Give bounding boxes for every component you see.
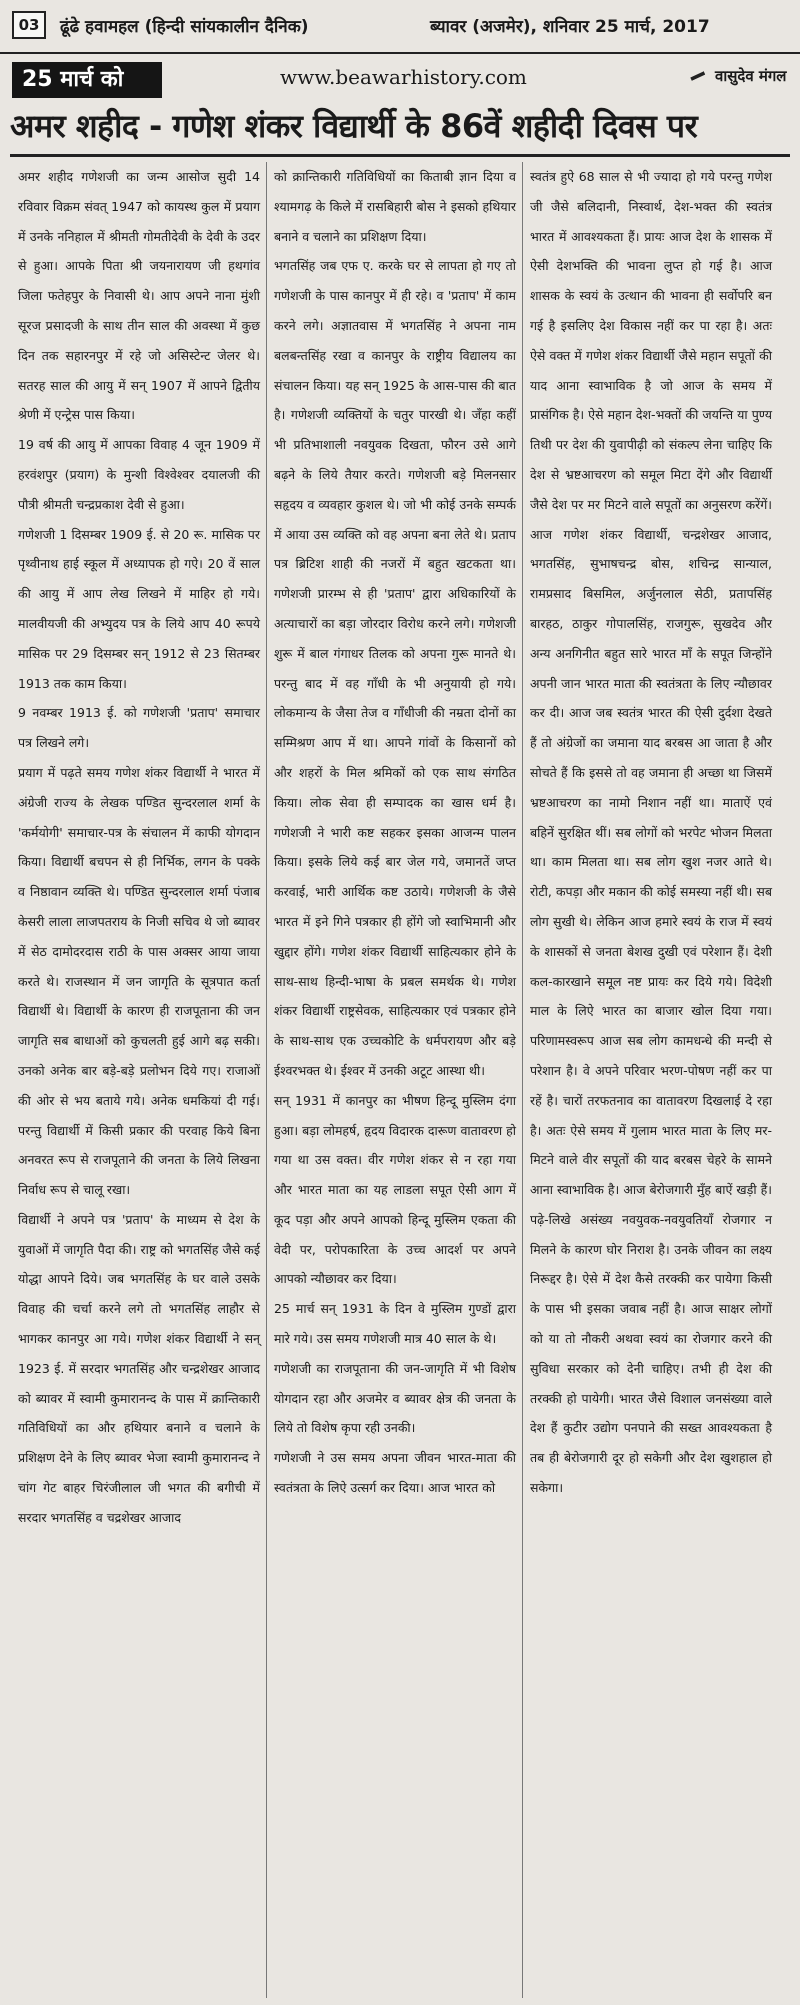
- headline-rule: [10, 154, 790, 157]
- paragraph: 19 वर्ष की आयु में आपका विवाह 4 जून 1909 में हरवंशपुर (प्रयाग) के मुन्शी विश्वेश्वर दयालजी की पौत्री श्रीमती चन्द्रप्रकाश देवी से हुआ।: [18, 437, 260, 512]
- paragraph: सन् 1931 में कानपुर का भीषण हिन्दू मुस्लिम दंगा हुआ। बड़ा लोमहर्ष, हृदय विदारक दारूण वातावरण हो गया था उस वक्त। वीर गणेश शंकर से न रहा गया और भारत माता का यह लाडला सपूत ऐसी आग में कूद पड़ा और अपने आपको हिन्दू मुस्लिम एकता की वेदी पर, परोपकारिता के उच्च आदर्श पर अपने आपको न्यौछावर कर दिया।: [274, 1092, 516, 1287]
- article-headline: अमर शहीद - गणेश शंकर विद्यार्थी के 86वें शहीदी दिवस पर: [10, 107, 698, 145]
- paragraph: प्रयाग में पढ़ते समय गणेश शंकर विद्यार्थी ने भारत में अंग्रेजी राज्य के लेखक पण्डित सुन्दरलाल शर्मा के 'कर्मयोगी' समाचार-पत्र के संचालन में काफी योगदान किया। विद्यार्थी बचपन से ही निर्भिक, लगन के पक्के व निष्ठावान व्यक्ति थे। पण्डित सुन्दरलाल शर्मा पंजाब केसरी लाला लाजपतराय के निजी सचिव थे जो ब्यावर में सेठ दामोदरदास राठी के पास अक्सर आया जाया करते थे। राजस्थान में जन जागृति के सूत्रपात कर्ता विद्यार्थी थे। विद्यार्थी के कारण ही राजपूताना की जन जागृति सब बाधाओं को कुचलती हुई आगे बढ़ सकी। उनको अनेक बार बड़े-बड़े प्रलोभन दिये गए। राजाओं की ओर से भय बताये गये। अनेक धमकियां दी गई। परन्तु विद्यार्थी में किसी प्रकार की परवाह किये बिना अनवरत रूप से राजपूताने की जनता के लिये लिखना निर्वाध रूप से चालू रखा।: [18, 764, 260, 1198]
- paragraph: को क्रान्तिकारी गतिविधियों का किताबी ज्ञान दिया व श्यामगढ़ के किले में रासबिहारी बोस ने इसको हथियार बनाने व चलाने का प्रशिक्षण दिया।: [274, 169, 516, 244]
- paragraph: भगतसिंह जब एफ ए. करके घर से लापता हो गए तो गणेशजी के पास कानपुर में ही रहे। व 'प्रताप' में काम करने लगे। अज्ञातवास में भगतसिंह ने अपना नाम बलबन्तसिंह रखा व कानपुर के राष्ट्रीय विद्यालय का संचालन किया। यह सन् 1925 के आस-पास की बात है। गणेशजी व्यक्तियों के चतुर पारखी थे। जँहा कहीं भी प्रतिभाशाली नवयुवक दिखता, फौरन उसे आगे बढ़ने के लिये तैयार करते। गणेशजी बड़े मिलनसार सहृदय व व्यवहार कुशल थे। जो भी कोई उनके सम्पर्क में आया उस व्यक्ति को वह अपना बना लेते थे। प्रताप पत्र ब्रिटिश शाही की नजरों में बहुत खटकता था। गणेशजी प्रारम्भ से ही 'प्रताप' द्वारा अधिकारियों के अत्याचारों का बड़ा जोरदार विरोध करने लगे। गणेशजी शुरू में बाल गंगाधर तिलक को अपना गुरू मानते थे। परन्तु बाद में वह गाँधी के भी अनुयायी हो गये। लोकमान्य के जैसा तेज व गाँधीजी की नम्रता दोनों का सम्मिश्रण आप में था। आपने गांवों के किसानों को और शहरों के मिल श्रमिकों को एक साथ संगठित किया। लोक सेवा ही सम्पादक का खास धर्म है। गणेशजी ने भारी कष्ट सहकर इसका आजन्म पालन किया। इसके लिये कई बार जेल गये, जमानतें जप्त करवाई, भारी आर्थिक कष्ट उठाये। गणेशजी के जैसे भारत में इने गिने पत्रकार ही होंगे जो स्वाभिमानी और खुद्दार होंगे। गणेश शंकर विद्यार्थी साहित्यकार होने के साथ-साथ हिन्दी-भाषा के प्रबल समर्थक थे। गणेश शंकर विद्यार्थी राष्ट्रसेवक, साहित्यकार एवं पत्रकार होने के साथ-साथ एक उच्चकोटि के धर्मपरायण और बड़े ईश्वरभक्त थे। ईश्वर में उनकी अटूट आस्था थी।: [274, 258, 516, 1078]
- website-url: www.beawarhistory.com: [280, 65, 527, 89]
- paragraph: स्वतंत्र हुऐ 68 साल से भी ज्यादा हो गये परन्तु गणेश जी जैसे बलिदानी, निस्वार्थ, देश-भक्त की स्वतंत्र भारत में आवश्यकता हैं। प्रायः आज देश के शासक में ऐसी देशभक्ति की भावना लुप्त हो गई है। आज शासक के स्वयं के उत्थान की भावना ही सर्वोपरि बन गई है इसलिए देश विकास नहीं कर पा रहा है। अतः ऐसे वक्त में गणेश शंकर विद्यार्थी जैसे महान सपूतों की याद आना स्वाभाविक है जो आज के समय में प्रासंगिक है। ऐसे महान देश-भक्तों की जयन्ति या पुण्य तिथी पर देश की युवापीढ़ी को संकल्प लेना चाहिए कि देश से भ्रष्टआचरण को समूल मिटा देंगे और विद्यार्थी जैसे देश पर मर मिटने वाले सपूतों का अनुसरण करेंगें। आज गणेश शंकर विद्यार्थी, चन्द्रशेखर आजाद, भगतसिंह, सुभाषचन्द्र बोस, शचिन्द्र सान्याल, रामप्रसाद बिसमिल, अर्जुनलाल सेठी, प्रतापसिंह बारहठ, ठाकुर गोपालसिंह, राजगुरू, सुखदेव और अन्य अनगिनीत बहुत सारे भारत माँ के सपूत जिन्होंने अपनी जान भारत माता की स्वतंत्रता के लिए न्यौछावर कर दी। आज जब स्वतंत्र भारत की ऐसी दुर्दशा देखते हैं तो अंग्रेजों का जमाना याद बरबस आ जाता है और सोचते हैं कि इससे तो वह जमाना ही अच्छा था जिसमें भ्रष्टआचरण का नामो निशान नहीं था। माताऐं एवं बहिनें सुरक्षित थीं। सब लोगों को भरपेट भोजन मिलता था। काम मिलता था। सब लोग खुश नजर आते थे। रोटी, कपड़ा और मकान की कोई समस्या नहीं थी। सब लोग सुखी थे। लेकिन आज हमारे स्वयं के राज में स्वयं के शासकों से जनता बेशख दुखी एवं परेशान हैं। देशी कल-कारखाने समूल नष्ट प्रायः कर दिये गये। विदेशी माल के लिऐ भारत का बाजार खोल दिया गया। परिणामस्वरूप आज सब लोग कामधन्धे की मन्दी से परेशान है। वे अपने परिवार भरण-पोषण नहीं कर पा रहें है। चारों तरफतनाव का वातावरण दिखलाई दे रहा है। अतः ऐसे समय में गुलाम भारत माता के लिए मर-मिटने वाले वीर सपूतों की याद बरबस चेहरे के सामने आना स्वाभाविक है। आज बेरोजगारी मुँह बाऐं खड़ी हैं। पढ़े-लिखे असंख्य नवयुवक-नवयुवतियाँ रोजगार न मिलने के कारण घोर निराश है। उनके जीवन का लक्ष्य निरूद्दर है। ऐसे में देश कैसे तरक्की कर पायेगा किसी के पास भी इसका जवाब नहीं है। आज साक्षर लोगों को या तो नौकरी अथवा स्वयं का रोजगार करने की सुविधा सरकार को देनी चाहिए। तभी ही देश की तरक्की हो पायेगी। भारत जैसे विशाल जनसंख्या वाले देश हैं कुटीर उद्योग पनपाने की सख्त आवश्यकता है तब ही बेरोजगारी दूर हो सकेगी और देश खुशहाल हो सकेगा।: [530, 169, 772, 1496]
- article-column-2: [274, 162, 516, 2000]
- author-name: वासुदेव मंगल: [715, 67, 787, 85]
- page-number: 03: [12, 11, 46, 39]
- author-byline: [690, 66, 786, 86]
- pen-icon: [688, 65, 711, 84]
- masthead: [0, 0, 800, 54]
- paragraph: गणेशजी ने उस समय अपना जीवन भारत-माता की स्वतंत्रता के लिऐ उत्सर्ग कर दिया। आज भारत को: [274, 1450, 516, 1496]
- paragraph: 9 नवम्बर 1913 ई. को गणेशजी 'प्रताप' समाचार पत्र लिखने लगे।: [18, 705, 260, 751]
- paragraph: अमर शहीद गणेशजी का जन्म आसोज सुदी 14 रविवार विक्रम संवत् 1947 को कायस्थ कुल में प्रयाग में उनके ननिहाल में श्रीमती गोमतीदेवी के देवी के उदर से हुआ। आपके पिता श्री जयनारायण जी हथगांव जिला फतेहपुर के निवासी थे। आप अपने नाना मुंशी सूरज प्रसादजी के साथ तीन साल की अवस्था में कुछ दिन तक सहारनपुर में रहे जो असिस्टेन्ट जेलर थे। सतरह साल की आयु में सन् 1907 में आपने द्वितीय श्रेणी में एन्ट्रेस पास किया।: [18, 169, 260, 423]
- column-divider: [266, 162, 267, 1998]
- column-divider: [522, 162, 523, 1998]
- dateline: ब्यावर (अजमेर), शनिवार 25 मार्च, 2017: [430, 17, 710, 37]
- paragraph: 25 मार्च सन् 1931 के दिन वे मुस्लिम गुण्डों द्वारा मारे गये। उस समय गणेशजी मात्र 40 साल के थे।: [274, 1301, 516, 1347]
- newspaper-name: ढूंढे हवामहल (हिन्दी सांयकालीन दैनिक): [60, 17, 309, 37]
- paragraph: गणेशजी का राजपूताना की जन-जागृति में भी विशेष योगदान रहा और अजमेर व ब्यावर क्षेत्र की जनता के लिये तो विशेष कृपा रही उनकी।: [274, 1360, 516, 1436]
- paragraph: विद्यार्थी ने अपने पत्र 'प्रताप' के माध्यम से देश के युवाओं में जागृति पैदा की। राष्ट्र को भगतसिंह जैसे कई योद्धा आपने दिये। जब भगतसिंह के घर वाले उसके विवाह की चर्चा करने लगे तो भगतसिंह लाहौर से भागकर कानपुर आ गये। गणेश शंकर विद्यार्थी ने सन् 1923 ई. में सरदार भगतसिंह और चन्द्रशेखर आजाद को ब्यावर में स्वामी कुमारानन्द के पास में क्रान्तिकारी गतिविधियों का और हथियार बनाने व चलाने के प्रशिक्षण देने के लिए ब्यावर भेजा स्वामी कुमारानन्द ने चांग गेट बाहर चिरंजीलाल जी भगत की बगीची में सरदार भगतसिंह व चद्रशेखर आजाद: [18, 1211, 260, 1525]
- date-tag: 25 मार्च को: [12, 62, 162, 98]
- paragraph: गणेशजी 1 दिसम्बर 1909 ई. से 20 रू. मासिक पर पृथ्वीनाथ हाई स्कूल में अध्यापक हो गऐ। 20 वें साल की आयु में आप लेख लिखने में माहिर हो गये। मालवीयजी की अभ्युदय पत्र के लिये आप 40 रूपये मासिक पर 29 दिसम्बर सन् 1912 से 23 सितम्बर 1913 तक काम किया।: [18, 526, 260, 691]
- article-column-1: [18, 162, 260, 2000]
- article-column-3: [530, 162, 772, 2000]
